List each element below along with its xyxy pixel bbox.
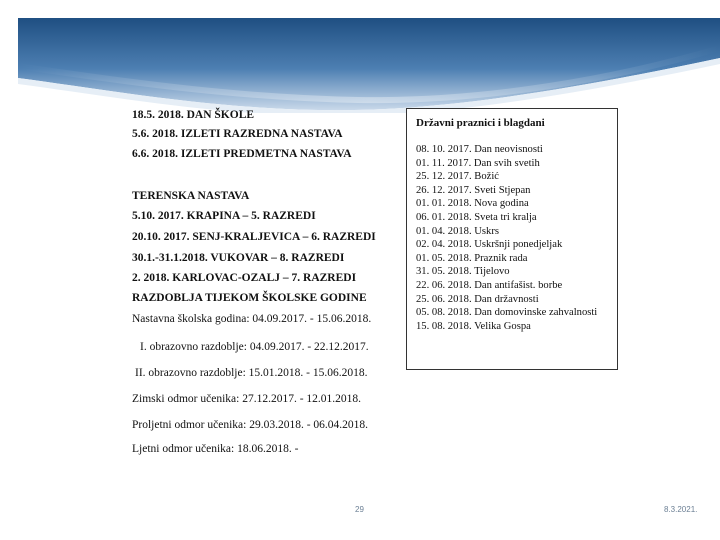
footer-date: 8.3.2021. xyxy=(664,505,698,514)
holiday-item: 01. 04. 2018. Uskrs xyxy=(416,225,499,237)
holiday-item: 01. 01. 2018. Nova godina xyxy=(416,198,529,210)
periods-title: RAZDOBLJA TIJEKOM ŠKOLSKE GODINE xyxy=(132,292,367,304)
holiday-item: 01. 05. 2018. Praznik rada xyxy=(416,252,528,264)
spring-break-line: Proljetni odmor učenika: 29.03.2018. - 06.04.2018. xyxy=(132,419,369,431)
holidays-list xyxy=(416,143,612,333)
holiday-item: 02. 04. 2018. Uskršnji ponedjeljak xyxy=(416,239,563,251)
holiday-item: 31. 05. 2018. Tijelovo xyxy=(416,266,510,278)
field-trip-item: 20.10. 2017. SENJ-KRALJEVICA – 6. RAZREDI xyxy=(132,231,376,243)
holidays-box xyxy=(406,108,618,370)
holidays-title: Državni praznici i blagdani xyxy=(416,117,545,129)
event-trip-subject: 6.6. 2018. IZLETI PREDMETNA NASTAVA xyxy=(132,148,352,160)
period-1-line: I. obrazovno razdoblje: 04.09.2017. - 22.12.2017. xyxy=(140,341,369,353)
field-trip-item: 2. 2018. KARLOVAC-OZALJ – 7. RAZREDI xyxy=(132,272,357,284)
winter-break-line: Zimski odmor učenika: 27.12.2017. - 12.01.2018. xyxy=(132,393,362,405)
event-trip-class: 5.6. 2018. IZLETI RAZREDNA NASTAVA xyxy=(132,128,343,140)
page-number: 29 xyxy=(355,505,364,514)
holiday-item: 08. 10. 2017. Dan neovisnosti xyxy=(416,144,543,155)
field-trip-item: 30.1.-31.1.2018. VUKOVAR – 8. RAZREDI xyxy=(132,252,345,264)
school-year-line: Nastavna školska godina: 04.09.2017. - 15.06.2018. xyxy=(132,313,372,325)
holiday-item: 22. 06. 2018. Dan antifašist. borbe xyxy=(416,279,563,291)
event-school-day: 18.5. 2018. DAN ŠKOLE xyxy=(132,109,255,121)
holiday-item: 06. 01. 2018. Sveta tri kralja xyxy=(416,211,537,223)
holiday-item: 25. 06. 2018. Dan državnosti xyxy=(416,293,539,305)
holiday-item: 26. 12. 2017. Sveti Stjepan xyxy=(416,184,531,196)
period-2-line: II. obrazovno razdoblje: 15.01.2018. - 15.06.2018. xyxy=(135,367,368,379)
holiday-item: 01. 11. 2017. Dan svih svetih xyxy=(416,157,540,169)
field-trips-title: TERENSKA NASTAVA xyxy=(132,190,250,202)
holiday-item: 25. 12. 2017. Božić xyxy=(416,171,499,183)
holiday-item: 15. 08. 2018. Velika Gospa xyxy=(416,320,531,332)
field-trip-item: 5.10. 2017. KRAPINA – 5. RAZREDI xyxy=(132,210,316,222)
summer-break-line: Ljetni odmor učenika: 18.06.2018. - xyxy=(132,443,299,455)
holiday-item: 05. 08. 2018. Dan domovinske zahvalnosti xyxy=(416,307,598,319)
